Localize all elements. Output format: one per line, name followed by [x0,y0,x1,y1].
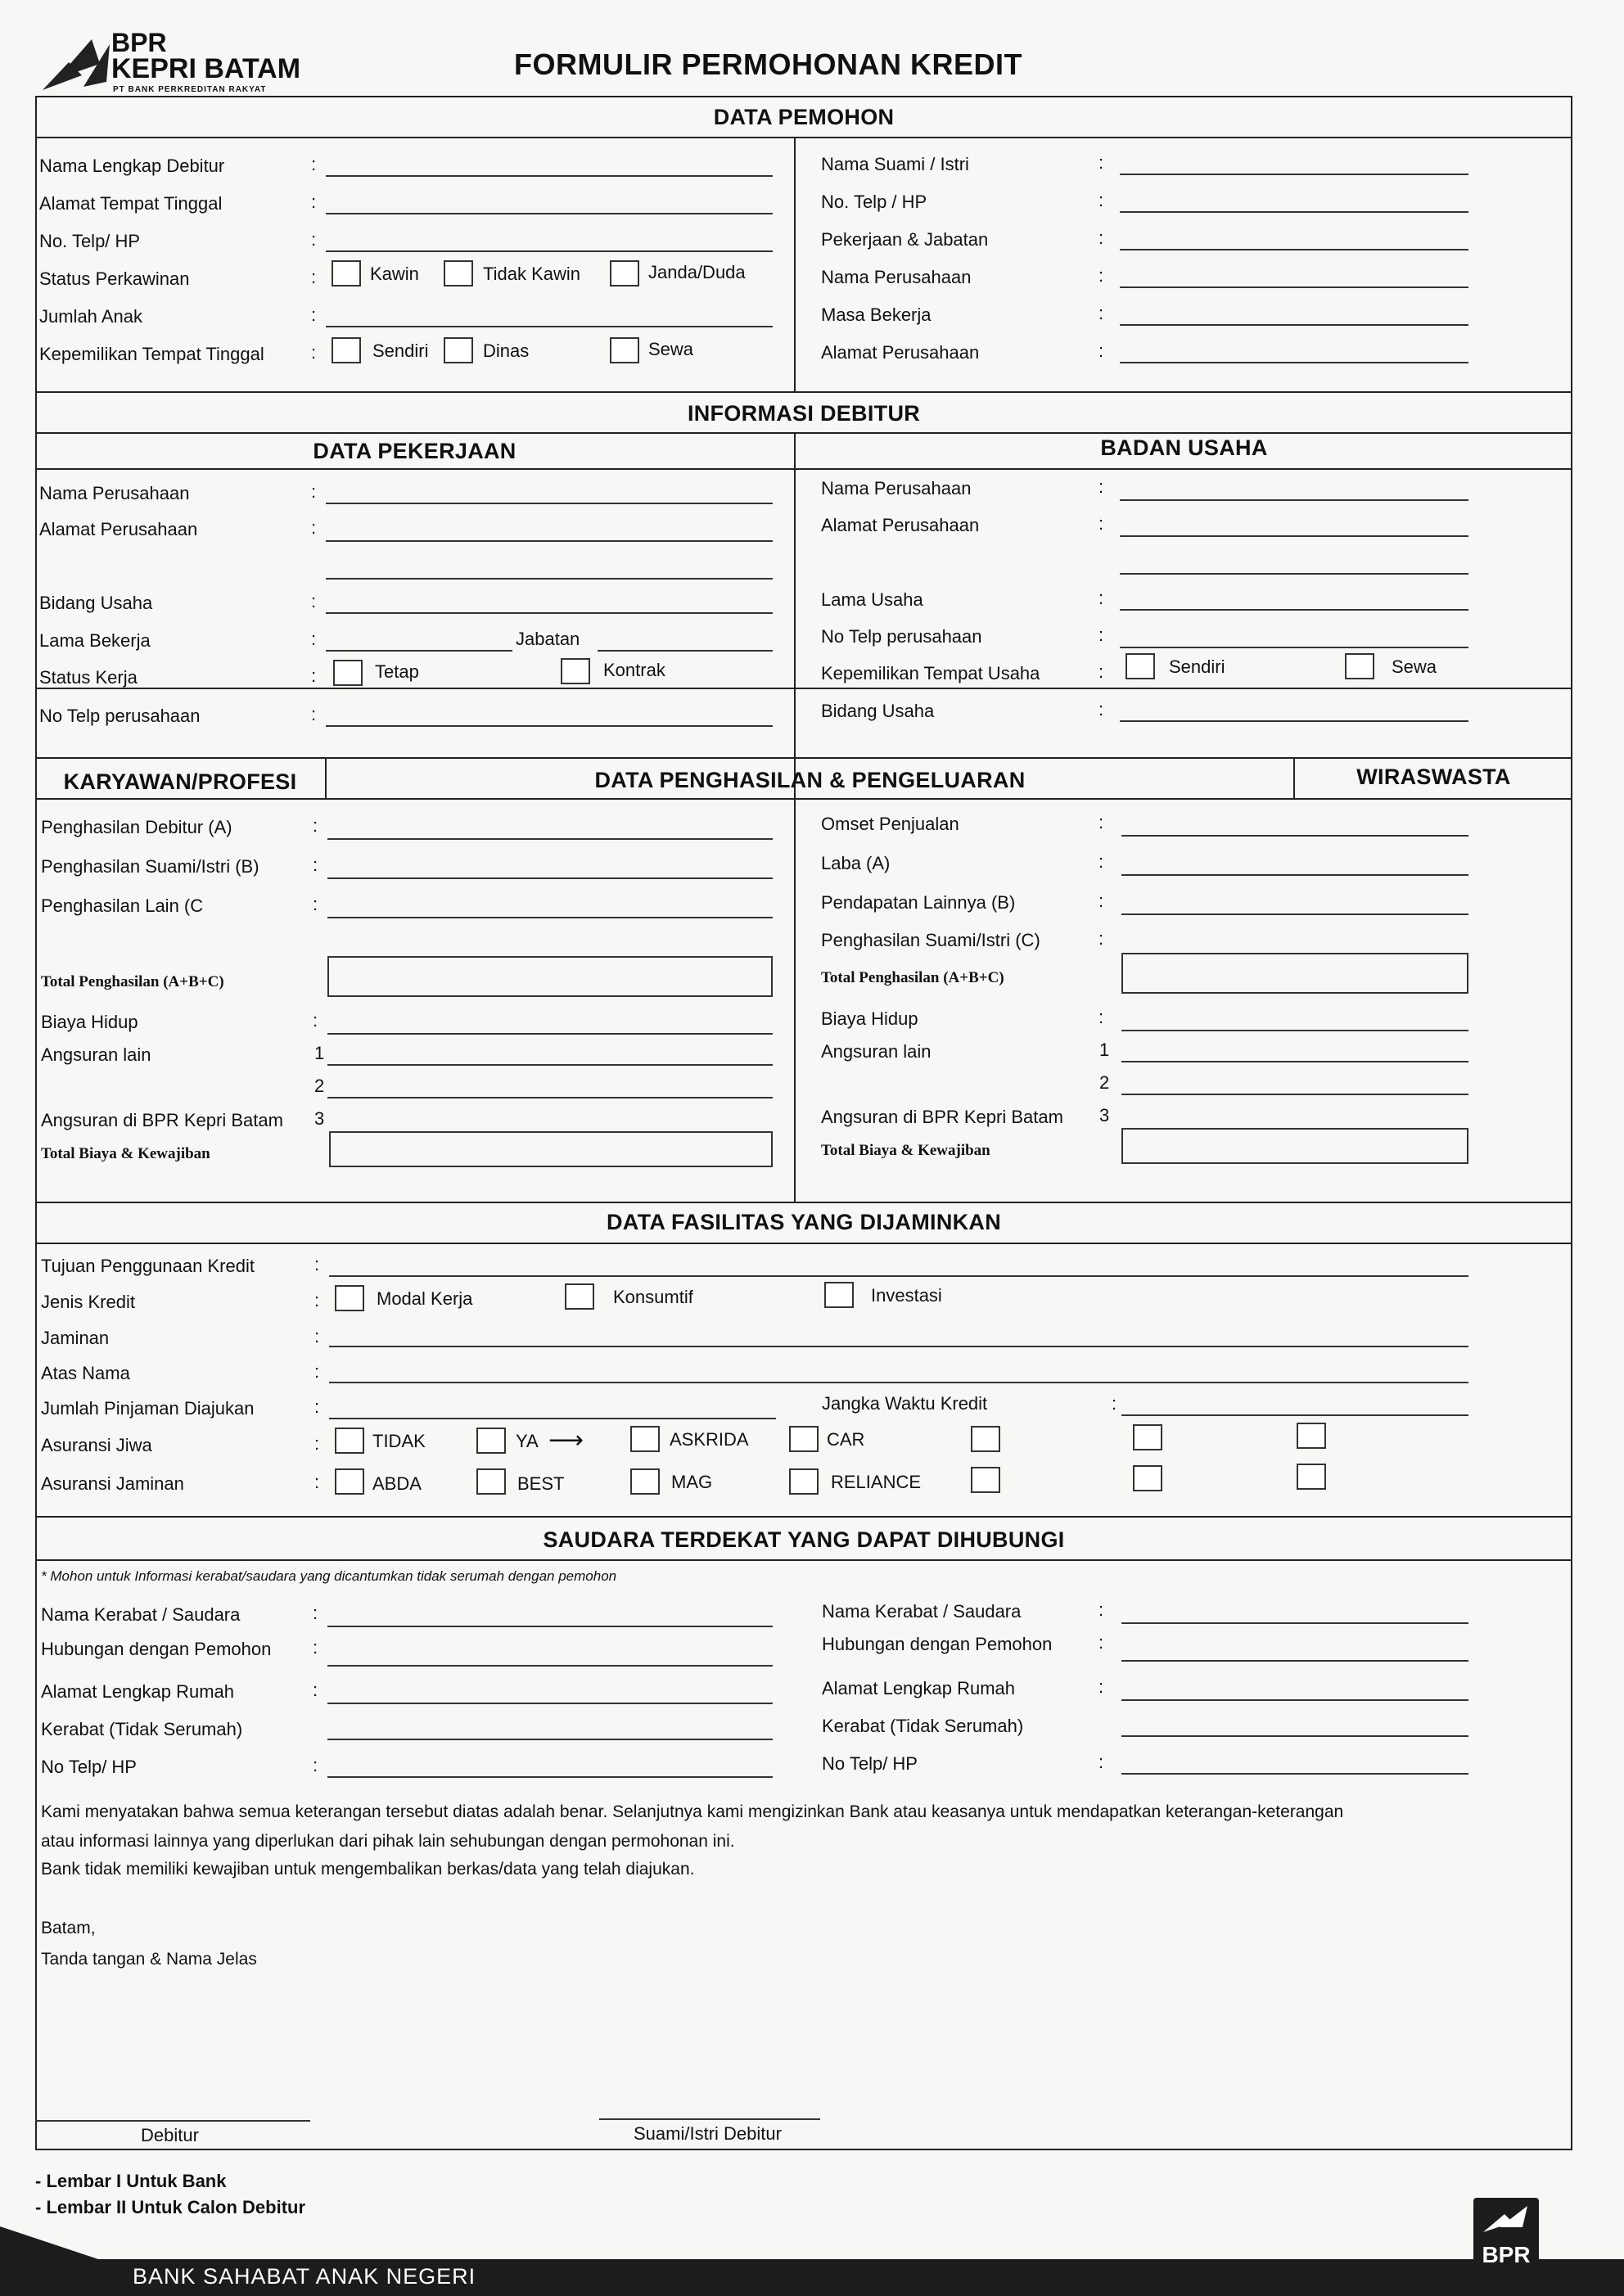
tinggal-sendiri-label: Sendiri [372,341,429,361]
usaha-sewa-label: Sewa [1392,656,1437,677]
label-alamat-tinggal: Alamat Tempat Tinggal [39,193,223,214]
bpr-badge [1473,2198,1539,2280]
rule [35,1559,1572,1561]
colon: : [1098,812,1104,832]
colon: : [311,704,317,724]
label-alamat-perusahaan-usaha: Alamat Perusahaan [821,515,980,535]
tinggal-sendiri-checkbox[interactable] [332,337,361,363]
rule [794,798,796,1203]
colon: : [313,1680,318,1700]
rule [794,432,796,801]
label-bidang-usaha-2: Bidang Usaha [821,701,935,721]
nama-debitur-field[interactable] [326,175,773,177]
angsuran-1-field[interactable] [327,1064,773,1066]
total-penghasilan-box[interactable] [327,956,773,997]
usaha-sewa-checkbox[interactable] [1345,653,1374,679]
label-jumlah-anak: Jumlah Anak [39,306,142,327]
arrow-right-icon: ⟶ [548,1427,584,1454]
label-angsuran-bpr-w: Angsuran di BPR Kepri Batam [821,1107,1063,1127]
colon: : [311,481,317,502]
tetap-checkbox[interactable] [333,660,363,686]
label-kerabat-tidak-serumah: Kerabat (Tidak Serumah) [41,1719,243,1739]
colon: : [1098,152,1104,173]
label-angsuran-bpr: Angsuran di BPR Kepri Batam [41,1110,283,1130]
colon: : [1112,1393,1117,1414]
lama-bekerja-field[interactable] [326,650,512,652]
debitur-signature-line[interactable] [35,2120,310,2122]
label-bidang-usaha: Bidang Usaha [39,593,153,613]
colon: : [1098,588,1104,608]
nama-kerabat-field[interactable] [327,1626,773,1627]
kontrak-checkbox[interactable] [561,658,590,684]
label-omset: Omset Penjualan [821,814,959,834]
jaminan-blank-checkbox-2[interactable] [1133,1465,1162,1491]
colon: : [313,1603,318,1623]
colon: : [1098,476,1104,497]
section-data-pekerjaan: DATA PEKERJAAN [313,439,517,463]
jiwa-askrida-label: ASKRIDA [670,1429,749,1450]
label-nama-perusahaan-suami: Nama Perusahaan [821,267,972,287]
jaminan-mag-label: MAG [671,1472,713,1492]
label-alamat-rumah: Alamat Lengkap Rumah [41,1681,235,1702]
tidak-kawin-checkbox[interactable] [444,260,473,286]
label-lama-bekerja: Lama Bekerja [39,630,151,651]
label-alamat-rumah-2: Alamat Lengkap Rumah [822,1678,1016,1698]
label-tujuan-kredit: Tujuan Penggunaan Kredit [41,1256,255,1276]
jiwa-blank-checkbox-2[interactable] [1133,1424,1162,1450]
colon: : [314,1326,320,1346]
label-nama-kerabat: Nama Kerabat / Saudara [41,1604,241,1625]
telp-suami-field[interactable] [1120,211,1468,213]
rule [35,757,1572,759]
telp-kerabat-2-field[interactable] [1121,1773,1468,1775]
kerabat-tidak-serumah-2-field[interactable] [1121,1735,1468,1737]
label-jaminan: Jaminan [41,1328,110,1348]
alamat-perusahaan-field[interactable] [326,540,773,542]
colon: : [1098,1752,1104,1772]
logo-name: KEPRI BATAM [111,53,301,84]
suami-signature-line[interactable] [599,2118,820,2120]
label-pendapatan-lain: Pendapatan Lainnya (B) [821,892,1016,913]
angsuran-number-3: 3 [314,1108,325,1129]
section-saudara-terdekat: SAUDARA TERDEKAT YANG DAPAT DIHUBUNGI [543,1527,1065,1552]
penghasilan-debitur-field[interactable] [327,838,773,840]
pendapatan-lain-field[interactable] [1121,913,1468,915]
jiwa-blank-checkbox-3[interactable] [1297,1423,1326,1449]
section-data-pemohon: DATA PEMOHON [713,105,895,129]
statement-line-1: Kami menyatakan bahwa semua keterangan tersebut diatas adalah benar. Selanjutnya kami mengizinkan Bank atau keasanya untuk mendapatkan keterangan-keterangan [41,1802,1344,1821]
colon: : [1098,1599,1104,1620]
colon: : [1098,513,1104,534]
angsuran-1-w-field[interactable] [1121,1061,1468,1062]
label-jumlah-pinjaman: Jumlah Pinjaman Diajukan [41,1398,255,1419]
telp-usaha-field[interactable] [1120,647,1468,648]
colon: : [1098,190,1104,210]
section-wiraswasta: WIRASWASTA [1356,765,1511,789]
biaya-hidup-field[interactable] [327,1033,773,1035]
masa-bekerja-field[interactable] [1120,324,1468,326]
label-total-biaya-w: Total Biaya & Kewajiban [821,1142,990,1159]
kontrak-label: Kontrak [603,660,665,680]
badge-label: BPR [1482,2242,1531,2267]
label-total-penghasilan-w: Total Penghasilan (A+B+C) [821,969,1004,986]
laba-field[interactable] [1121,874,1468,876]
label-asuransi-jaminan: Asuransi Jaminan [41,1473,184,1494]
tujuan-kredit-field[interactable] [329,1275,1468,1277]
atas-nama-field[interactable] [329,1382,1468,1383]
kerabat-note: * Mohon untuk Informasi kerabat/saudara yang dicantumkan tidak serumah dengan pemohon [41,1568,617,1584]
label-atas-nama: Atas Nama [41,1363,130,1383]
colon: : [1098,1007,1104,1027]
label-laba: Laba (A) [821,853,891,873]
section-informasi-debitur: INFORMASI DEBITUR [687,401,921,426]
section-karyawan-profesi: KARYAWAN/PROFESI [63,769,297,794]
label-nama-kerabat-2: Nama Kerabat / Saudara [822,1601,1022,1622]
alamat-usaha-field[interactable] [1120,535,1468,537]
label-telp-perusahaan: No Telp perusahaan [39,706,201,726]
jaminan-best-label: BEST [517,1473,565,1494]
section-data-penghasilan: DATA PENGHASILAN & PENGELUARAN [594,768,1026,792]
statement-line-2: atau informasi lainnya yang diperlukan dari pihak lain sehubungan dengan permohonan ini. [41,1832,735,1851]
label-angsuran-lain: Angsuran lain [41,1044,151,1065]
kawin-label: Kawin [370,264,419,284]
label-kerabat-tidak-serumah-2: Kerabat (Tidak Serumah) [822,1716,1024,1736]
colon: : [313,815,318,836]
label-penghasilan-lain: Penghasilan Lain (C [41,895,204,916]
statement-line-3: Bank tidak memiliki kewajiban untuk mengembalikan berkas/data yang telah diajukan. [41,1860,695,1879]
telp-kerabat-field[interactable] [327,1776,773,1778]
modal-kerja-label: Modal Kerja [377,1288,473,1309]
rule [794,137,796,393]
jabatan-field[interactable] [598,650,773,652]
bidang-usaha-2-field[interactable] [1120,720,1468,722]
label-total-biaya: Total Biaya & Kewajiban [41,1145,210,1162]
tinggal-dinas-checkbox[interactable] [444,337,473,363]
lembar-2: - Lembar II Untuk Calon Debitur [35,2197,306,2217]
tinggal-dinas-label: Dinas [483,341,530,361]
colon: : [1098,891,1104,911]
usaha-sendiri-checkbox[interactable] [1126,653,1155,679]
label-penghasilan-debitur: Penghasilan Debitur (A) [41,817,232,837]
colon: : [314,1472,320,1492]
colon: : [314,1290,320,1310]
badge-swoosh-icon [1480,2203,1532,2235]
rule [35,468,1572,470]
colon: : [1098,699,1104,719]
konsumtif-label: Konsumtif [613,1287,693,1307]
rule [35,1202,1572,1203]
jaminan-blank-checkbox-3[interactable] [1297,1464,1326,1490]
colon: : [311,517,317,538]
investasi-checkbox[interactable] [824,1282,854,1308]
kawin-checkbox[interactable] [332,260,361,286]
logo-subtitle: PT BANK PERKREDITAN RAKYAT [113,85,267,94]
colon: : [314,1433,320,1454]
jaminan-blank-checkbox-1[interactable] [971,1467,1000,1493]
jumlah-anak-field[interactable] [326,326,773,327]
alamat-perusahaan-suami-field[interactable] [1120,362,1468,363]
rule [35,688,1572,689]
colon: : [313,894,318,914]
alamat-tinggal-field[interactable] [326,213,773,214]
total-penghasilan-w-box[interactable] [1121,953,1468,994]
angsuran-number-3-w: 3 [1099,1105,1110,1125]
colon: : [1098,1632,1104,1653]
label-nama-suami-istri: Nama Suami / Istri [821,154,969,174]
colon: : [1098,625,1104,645]
colon: : [311,342,317,363]
rule [35,137,1572,138]
janda-duda-checkbox[interactable] [610,260,639,286]
label-hubungan: Hubungan dengan Pemohon [41,1639,272,1659]
tinggal-sewa-checkbox[interactable] [610,337,639,363]
pekerjaan-jabatan-field[interactable] [1120,249,1468,250]
section-badan-usaha: BADAN USAHA [1100,435,1268,460]
colon: : [311,154,317,174]
colon: : [311,629,317,649]
colon: : [313,1010,318,1031]
alamat-perusahaan-field-2[interactable] [326,578,773,580]
jaminan-reliance-label: RELIANCE [831,1472,922,1492]
nama-usaha-field[interactable] [1120,499,1468,501]
bidang-usaha-field[interactable] [326,612,773,614]
tinggal-sewa-label: Sewa [648,339,694,359]
modal-kerja-checkbox[interactable] [335,1285,364,1311]
label-biaya-hidup-w: Biaya Hidup [821,1008,918,1029]
kerabat-tidak-serumah-field[interactable] [327,1739,773,1740]
jiwa-ya-label: YA [516,1431,539,1451]
colon: : [313,1637,318,1658]
investasi-label: Investasi [871,1285,942,1306]
total-biaya-w-box[interactable] [1121,1128,1468,1164]
jaminan-field[interactable] [329,1346,1468,1347]
label-hubungan-2: Hubungan dengan Pemohon [822,1634,1053,1654]
logo [41,29,336,98]
rule [35,798,1572,800]
label-telp-kerabat: No Telp/ HP [41,1757,137,1777]
jiwa-askrida-checkbox[interactable] [630,1426,660,1452]
colon: : [311,267,317,287]
colon: : [1098,265,1104,286]
label-debitur: Debitur [141,2125,199,2145]
total-biaya-box[interactable] [329,1131,773,1167]
nama-suami-field[interactable] [1120,174,1468,175]
colon: : [1098,1676,1104,1697]
colon: : [311,229,317,250]
label-nama-debitur: Nama Lengkap Debitur [39,156,225,176]
biaya-hidup-w-field[interactable] [1121,1030,1468,1031]
jaminan-best-checkbox[interactable] [476,1468,506,1495]
jaminan-abda-label: ABDA [372,1473,422,1494]
label-telp-usaha: No Telp perusahaan [821,626,982,647]
label-nama-perusahaan: Nama Perusahaan [39,483,190,503]
rule [35,391,1572,393]
nama-perusahaan-suami-field[interactable] [1120,286,1468,288]
form-title: FORMULIR PERMOHONAN KREDIT [514,47,1022,81]
telp-hp-field[interactable] [326,250,773,252]
label-lama-usaha: Lama Usaha [821,589,923,610]
label-telp-kerabat-2: No Telp/ HP [822,1753,918,1774]
colon: : [314,1361,320,1382]
label-jenis-kredit: Jenis Kredit [41,1292,135,1312]
alamat-rumah-2-field[interactable] [1121,1699,1468,1701]
jiwa-tidak-label: TIDAK [372,1431,426,1451]
jaminan-abda-checkbox[interactable] [335,1468,364,1495]
label-penghasilan-suami-c: Penghasilan Suami/Istri (C) [821,930,1040,950]
hubungan-field[interactable] [327,1665,773,1667]
colon: : [311,665,317,686]
janda-duda-label: Janda/Duda [648,262,746,282]
rule [35,432,1572,434]
angsuran-number-1-w: 1 [1099,1040,1110,1060]
colon: : [1098,228,1104,248]
section-data-fasilitas: DATA FASILITAS YANG DIJAMINKAN [606,1210,1002,1234]
angsuran-2-w-field[interactable] [1121,1094,1468,1095]
jaminan-reliance-checkbox[interactable] [789,1468,819,1495]
logo-bpr: BPR [111,28,167,57]
nama-kerabat-2-field[interactable] [1121,1622,1468,1624]
label-masa-bekerja: Masa Bekerja [821,304,932,325]
label-kepemilikan-tinggal: Kepemilikan Tempat Tinggal [39,344,264,364]
label-telp-hp: No. Telp/ HP [39,231,141,251]
nama-perusahaan-field[interactable] [326,503,773,504]
statement-place: Batam, [41,1919,96,1937]
omset-field[interactable] [1121,835,1468,837]
label-status-perkawinan: Status Perkawinan [39,268,190,289]
statement-sign: Tanda tangan & Nama Jelas [41,1950,257,1969]
jangka-waktu-field[interactable] [1121,1414,1468,1416]
jiwa-blank-checkbox-1[interactable] [971,1426,1000,1452]
jiwa-ya-checkbox[interactable] [476,1428,506,1454]
alamat-rumah-field[interactable] [327,1703,773,1704]
colon: : [313,1755,318,1775]
usaha-sendiri-label: Sendiri [1169,656,1225,677]
angsuran-number-2-w: 2 [1099,1072,1110,1093]
label-asuransi-jiwa: Asuransi Jiwa [41,1435,152,1455]
label-biaya-hidup: Biaya Hidup [41,1012,138,1032]
label-kepemilikan-usaha: Kepemilikan Tempat Usaha [821,663,1040,683]
tidak-kawin-label: Tidak Kawin [483,264,581,284]
label-pekerjaan-jabatan: Pekerjaan & Jabatan [821,229,989,250]
angsuran-2-field[interactable] [327,1097,773,1098]
lama-usaha-field[interactable] [1120,609,1468,611]
jumlah-pinjaman-field[interactable] [329,1418,776,1419]
label-status-kerja: Status Kerja [39,667,138,688]
bird-logo-icon [41,33,111,92]
angsuran-number-2: 2 [314,1076,325,1096]
tetap-label: Tetap [375,661,419,682]
telp-perusahaan-field[interactable] [326,725,773,727]
label-total-penghasilan: Total Penghasilan (A+B+C) [41,973,224,990]
slogan: BANK SAHABAT ANAK NEGERI [133,2264,476,2289]
colon: : [314,1396,320,1417]
colon: : [311,591,317,611]
colon: : [1098,303,1104,323]
jaminan-mag-checkbox[interactable] [630,1468,660,1495]
colon: : [311,304,317,325]
label-angsuran-lain-w: Angsuran lain [821,1041,932,1062]
label-penghasilan-suami: Penghasilan Suami/Istri (B) [41,856,259,877]
label-telp-suami: No. Telp / HP [821,192,927,212]
label-alamat-perusahaan: Alamat Perusahaan [39,519,198,539]
colon: : [311,192,317,212]
penghasilan-lain-field[interactable] [327,917,773,918]
label-jabatan: Jabatan [516,629,580,649]
label-alamat-perusahaan-suami: Alamat Perusahaan [821,342,980,363]
konsumtif-checkbox[interactable] [565,1283,594,1310]
label-suami-istri-debitur: Suami/Istri Debitur [634,2123,782,2144]
jiwa-tidak-checkbox[interactable] [335,1428,364,1454]
colon: : [1098,851,1104,872]
hubungan-2-field[interactable] [1121,1660,1468,1662]
jiwa-car-label: CAR [827,1429,865,1450]
label-jangka-waktu: Jangka Waktu Kredit [822,1393,988,1414]
colon: : [1098,661,1104,682]
penghasilan-suami-field[interactable] [327,877,773,879]
rule [35,1516,1572,1518]
colon: : [313,855,318,875]
lembar-1: - Lembar I Untuk Bank [35,2171,227,2191]
rule [35,1243,1572,1244]
jiwa-car-checkbox[interactable] [789,1426,819,1452]
alamat-usaha-field-2[interactable] [1120,573,1468,575]
label-nama-perusahaan-usaha: Nama Perusahaan [821,478,972,498]
colon: : [1098,341,1104,361]
angsuran-number-1: 1 [314,1043,325,1063]
colon: : [314,1254,320,1274]
colon: : [1098,928,1104,949]
